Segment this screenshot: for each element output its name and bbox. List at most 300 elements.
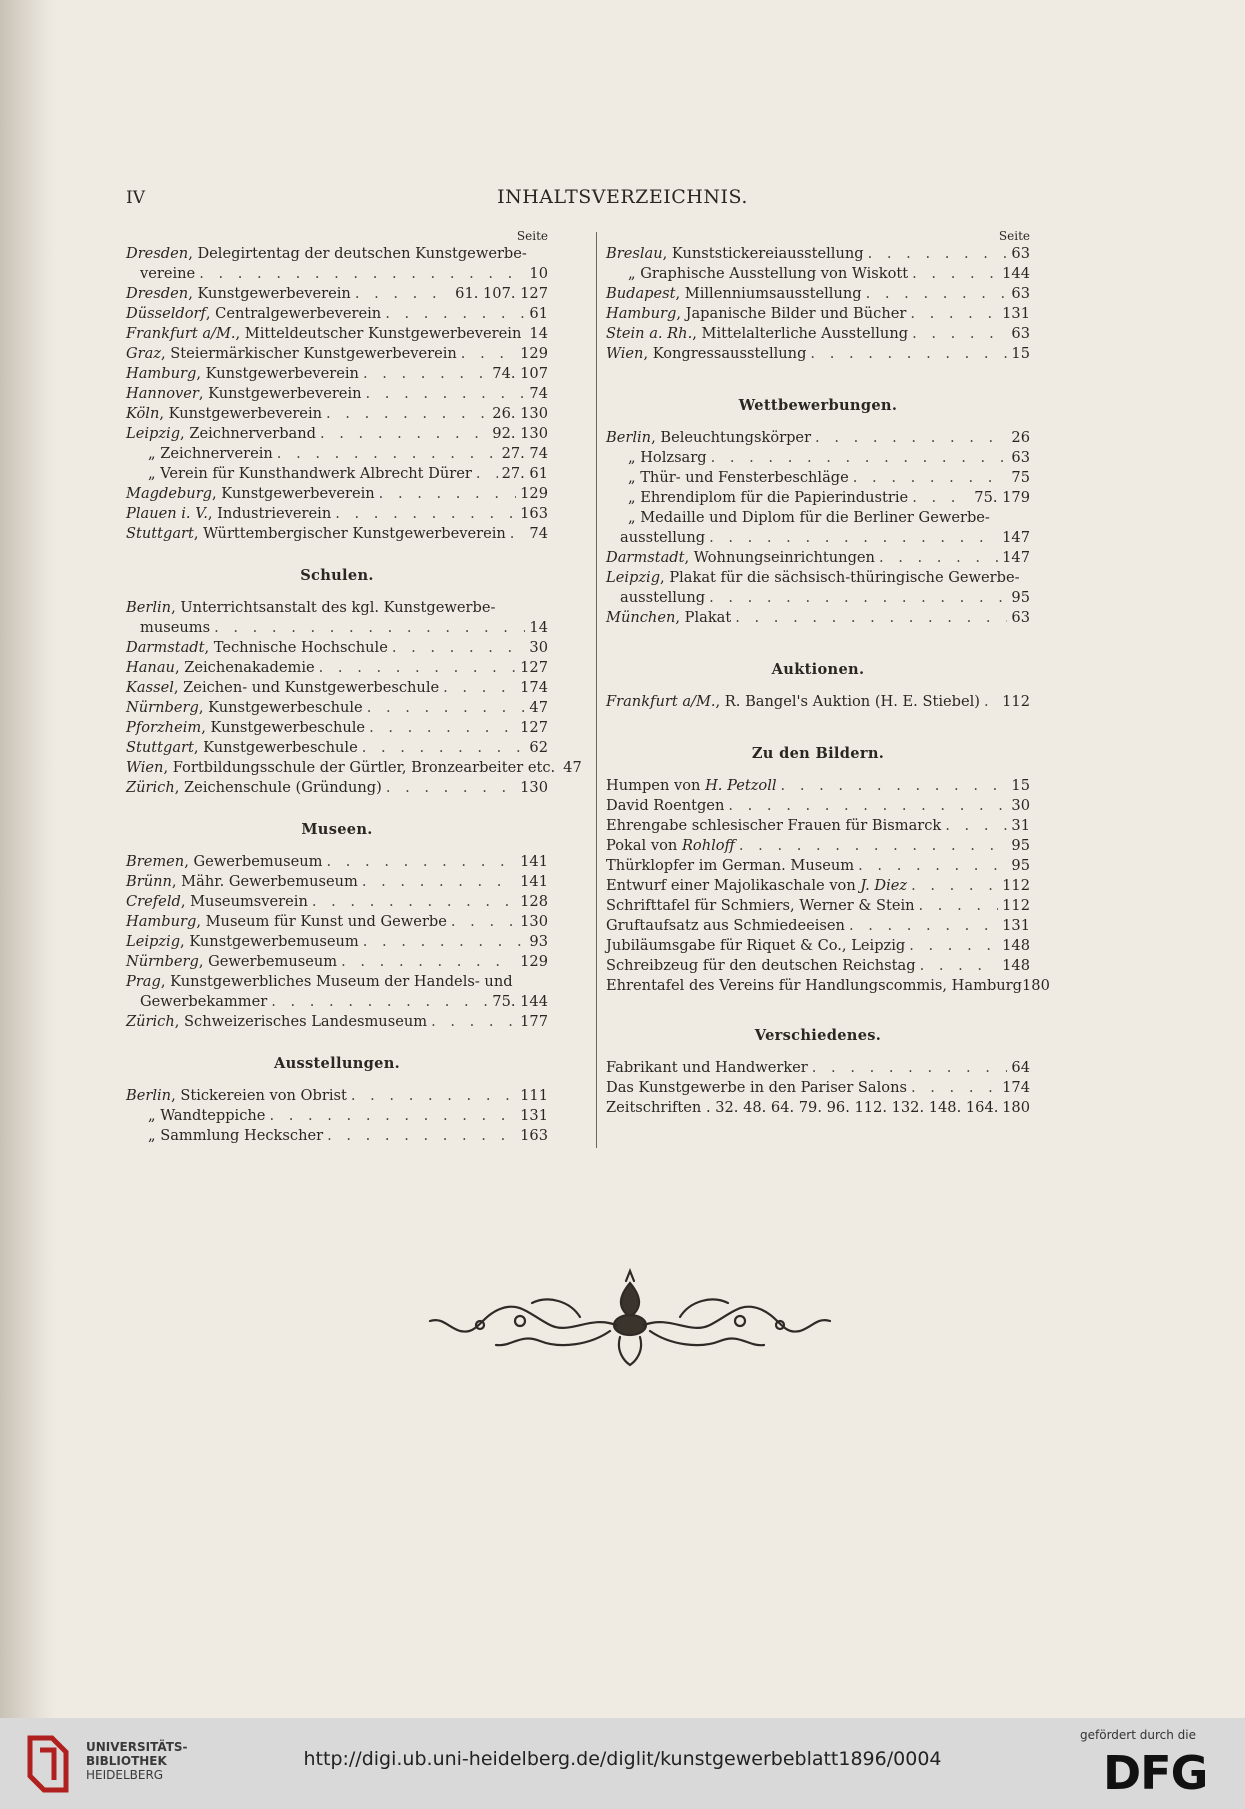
section-list	[606, 692, 1030, 712]
entry-text: Wien, Kongressausstellung	[606, 345, 807, 362]
toc-entry	[126, 384, 548, 404]
page-number: 174	[520, 679, 548, 696]
entry-text: Köln, Kunstgewerbeverein	[126, 405, 323, 422]
entry-text: Frankfurt a/M., R. Bangel's Auktion (H. E. Stiebel)	[606, 693, 980, 710]
place-name: Graz	[126, 345, 162, 362]
toc-line	[126, 464, 548, 484]
toc-entry	[126, 972, 548, 1012]
page-number: 163	[520, 1127, 548, 1144]
toc-entry	[606, 896, 1030, 916]
toc-line	[126, 324, 548, 344]
page-number: 141	[520, 853, 548, 870]
toc-line	[606, 936, 1030, 956]
entry-text: Graz, Steiermärkischer Kunstgewerbeverein	[126, 345, 457, 362]
right-intro-list	[606, 244, 1030, 364]
place-name: Hamburg	[126, 913, 197, 930]
entry-text: Humpen von H. Petzoll	[606, 777, 777, 794]
toc-entry	[126, 912, 548, 932]
toc-entry	[126, 424, 548, 444]
dot-leader	[362, 872, 516, 892]
toc-line	[126, 344, 548, 364]
page-number: 62	[529, 739, 548, 756]
place-name: Darmstadt	[126, 639, 205, 656]
place-name: Kassel	[126, 679, 174, 696]
place-name: Budapest	[606, 285, 676, 302]
section-schulen	[126, 566, 582, 798]
entry-text: Frankfurt a/M., Mitteldeutscher Kunstgewerbeverein	[126, 325, 522, 342]
page-number: 74	[529, 525, 548, 542]
toc-entry	[126, 284, 548, 304]
entry-text: München, Plakat	[606, 609, 732, 626]
place-name: Leipzig	[606, 569, 661, 586]
entry-text: „ Medaille und Diplom für die Berliner Gewerbe-	[628, 509, 990, 526]
toc-line	[606, 568, 1030, 588]
place-name: Dresden	[126, 285, 189, 302]
page-number: 27. 74	[501, 445, 548, 462]
entry-text: Darmstadt, Technische Hochschule	[126, 639, 388, 656]
toc-entry	[126, 932, 548, 952]
dot-leader	[327, 1126, 516, 1146]
toc-entry	[606, 448, 1030, 468]
seite-label: Seite	[998, 229, 1030, 243]
page-number: 31	[1011, 817, 1030, 834]
toc-line	[606, 284, 1030, 304]
place-name: Hanau	[126, 659, 175, 676]
toc-line	[126, 678, 548, 698]
toc-line	[126, 972, 548, 992]
entry-text: ausstellung	[620, 529, 706, 546]
page-number: 63	[1011, 245, 1030, 262]
place-name: Leipzig	[126, 933, 181, 950]
toc-entry	[606, 244, 1030, 264]
dot-leader	[461, 344, 516, 364]
place-name: Berlin	[606, 429, 652, 446]
dot-leader	[367, 698, 526, 718]
toc-line	[606, 896, 1030, 916]
page-number: 148	[1002, 937, 1030, 954]
place-name: Wien	[126, 759, 164, 776]
page-number: 64	[1011, 1059, 1030, 1076]
toc-entry	[126, 244, 548, 284]
toc-line	[606, 1058, 1030, 1078]
page-number: 63	[1011, 449, 1030, 466]
toc-entry	[126, 344, 548, 364]
page-number: 10	[529, 265, 548, 282]
artist-name: Rohloff	[681, 837, 735, 854]
page-number: 129	[520, 485, 548, 502]
toc-line	[126, 424, 548, 444]
dot-leader	[326, 404, 488, 424]
toc-entry	[126, 952, 548, 972]
dot-leader	[363, 932, 526, 952]
dot-leader	[341, 952, 516, 972]
toc-entry	[606, 796, 1030, 816]
page-number: 130	[520, 779, 548, 796]
toc-line	[606, 304, 1030, 324]
dot-leader	[735, 608, 1007, 628]
section-list	[606, 428, 1030, 628]
place-name: Köln	[126, 405, 160, 422]
dot-leader	[369, 718, 516, 738]
entry-text: vereine	[140, 265, 196, 282]
page-number: 129	[520, 345, 548, 362]
entry-text: Jubiläumsgabe für Riquet & Co., Leipzig	[606, 937, 906, 954]
entry-text: Brünn, Mähr. Gewerbemuseum	[126, 873, 358, 890]
toc-line	[126, 244, 548, 264]
page-number: 14	[529, 325, 548, 342]
seite-label: Seite	[516, 229, 548, 243]
page-number: 95	[1011, 857, 1030, 874]
toc-line	[126, 404, 548, 424]
entry-text: Schrifttafel für Schmiers, Werner & Stein	[606, 897, 915, 914]
section-title: Schulen.	[300, 567, 374, 584]
page-number: 26. 130	[492, 405, 548, 422]
page-number: 27. 61	[501, 465, 548, 482]
section-museen	[126, 820, 548, 1032]
toc-line	[126, 1086, 548, 1106]
toc-line	[126, 284, 548, 304]
page-number: 95	[1011, 589, 1030, 606]
dot-leader	[728, 796, 1007, 816]
page-number: 131	[520, 1107, 548, 1124]
toc-line	[606, 588, 1030, 608]
place-name: Zürich	[126, 779, 175, 796]
toc-entry	[606, 324, 1030, 344]
toc-line	[126, 504, 548, 524]
page-number: 131	[1002, 305, 1030, 322]
toc-line	[126, 1106, 548, 1126]
place-name: Leipzig	[126, 425, 181, 442]
place-name: Wien	[606, 345, 644, 362]
toc-entry	[126, 778, 548, 798]
page-number: 63	[1011, 285, 1030, 302]
page-number: 63	[1011, 325, 1030, 342]
entry-text: Hanau, Zeichenakademie	[126, 659, 315, 676]
entry-text: Berlin, Stickereien von Obrist	[126, 1087, 347, 1104]
place-name: Frankfurt a/M.	[126, 325, 236, 342]
toc-entry	[126, 444, 548, 464]
place-name: Hannover	[126, 385, 199, 402]
entry-text: „ Graphische Ausstellung von Wiskott	[628, 265, 909, 282]
toc-entry	[606, 1098, 1030, 1118]
dot-leader	[815, 428, 1007, 448]
section-list	[606, 1058, 1030, 1118]
page-number: 112	[1002, 897, 1030, 914]
toc-line	[126, 738, 548, 758]
entry-text: „ Ehrendiplom für die Papierindustrie	[628, 489, 909, 506]
toc-line	[606, 324, 1030, 344]
toc-line	[606, 816, 1030, 836]
dot-leader	[912, 264, 998, 284]
toc-entry	[126, 1106, 548, 1126]
page-number: 131	[1002, 917, 1030, 934]
library-name-line: UNIVERSITÄTS-	[86, 1740, 188, 1754]
entry-text: Nürnberg, Kunstgewerbeschule	[126, 699, 363, 716]
permalink-url[interactable]: http://digi.ub.uni-heidelberg.de/diglit/kunstgewerbeblatt1896/0004	[303, 1748, 942, 1770]
page-number: 147	[1002, 529, 1030, 546]
toc-entry	[126, 872, 548, 892]
place-name: Nürnberg	[126, 699, 199, 716]
baroque-vignette-ornament-icon	[420, 1265, 840, 1375]
toc-entry	[606, 856, 1030, 876]
dot-leader	[363, 364, 488, 384]
dot-leader	[739, 836, 1008, 856]
toc-entry	[126, 892, 548, 912]
entry-text: Darmstadt, Wohnungseinrichtungen	[606, 549, 875, 566]
page-number: 74. 107	[492, 365, 548, 382]
entry-text: Hamburg, Japanische Bilder und Bücher	[606, 305, 907, 322]
library-name-line: HEIDELBERG	[86, 1768, 164, 1782]
toc-entry	[126, 758, 582, 778]
entry-text: Thürklopfer im German. Museum	[606, 857, 855, 874]
toc-entry	[126, 718, 548, 738]
toc-line	[126, 658, 548, 678]
entry-text: Kassel, Zeichen- und Kunstgewerbeschule	[126, 679, 440, 696]
page-number: 180	[1022, 977, 1050, 994]
dot-leader	[510, 524, 526, 544]
section-list	[606, 776, 1050, 996]
page-number: 75. 179	[974, 489, 1030, 506]
dot-leader	[810, 344, 1007, 364]
section-ausstellungen	[126, 1054, 548, 1146]
place-name: Berlin	[126, 1087, 172, 1104]
place-name: Brünn	[126, 873, 172, 890]
entry-text: Plauen i. V., Industrieverein	[126, 505, 332, 522]
toc-line	[126, 992, 548, 1012]
place-name: Zürich	[126, 1013, 175, 1030]
toc-line	[606, 956, 1030, 976]
dot-leader	[443, 678, 516, 698]
right-column	[606, 228, 1050, 1118]
toc-line	[126, 892, 548, 912]
section-auktionen	[606, 660, 1030, 712]
entry-text: Stuttgart, Württembergischer Kunstgewerbeverein	[126, 525, 506, 542]
page-number: 92. 130	[492, 425, 548, 442]
page-number: 93	[529, 933, 548, 950]
entry-text: Nürnberg, Gewerbemuseum	[126, 953, 338, 970]
page-number: 174	[1002, 1079, 1030, 1096]
toc-line	[126, 778, 548, 798]
toc-entry	[126, 698, 548, 718]
entry-text: Ehrengabe schlesischer Frauen für Bismarck	[606, 817, 942, 834]
toc-line	[126, 524, 548, 544]
entry-text: Crefeld, Museumsverein	[126, 893, 308, 910]
entry-text: Wien, Fortbildungsschule der Gürtler, Bronzearbeiter etc.	[126, 759, 556, 776]
entry-text: Das Kunstgewerbe in den Pariser Salons	[606, 1079, 907, 1096]
entry-text: Entwurf einer Majolikaschale von J. Diez	[606, 877, 908, 894]
toc-entry	[606, 916, 1030, 936]
dot-leader	[920, 956, 999, 976]
page-number: 14	[529, 619, 548, 636]
page-number: 128	[520, 893, 548, 910]
dot-leader	[912, 488, 970, 508]
entry-text: Leipzig, Kunstgewerbemuseum	[126, 933, 359, 950]
page-number: 112	[1002, 877, 1030, 894]
dot-leader	[269, 1106, 516, 1126]
toc-line	[606, 976, 1050, 996]
toc-entry	[606, 568, 1030, 608]
toc-entry	[606, 1078, 1030, 1098]
dot-leader	[910, 304, 998, 324]
page-number: 61	[529, 305, 548, 322]
entry-text: Budapest, Millenniumsausstellung	[606, 285, 862, 302]
page-number: 177	[520, 1013, 548, 1030]
toc-entry	[606, 608, 1030, 628]
page-number: 144	[1002, 265, 1030, 282]
toc-line	[606, 876, 1030, 896]
section-title: Auktionen.	[771, 661, 865, 678]
place-name: Frankfurt a/M.	[606, 693, 716, 710]
dot-leader	[912, 324, 1007, 344]
toc-entry	[606, 488, 1030, 508]
section-list	[126, 598, 582, 798]
toc-entry	[606, 776, 1030, 796]
toc-line	[126, 484, 548, 504]
toc-line	[126, 852, 548, 872]
entry-text: Schreibzeug für den deutschen Reichstag	[606, 957, 916, 974]
toc-line	[606, 244, 1030, 264]
toc-line	[126, 952, 548, 972]
left-column	[126, 228, 582, 1146]
entry-text: museums	[140, 619, 211, 636]
dot-leader	[431, 1012, 516, 1032]
page-number: 127	[520, 659, 548, 676]
section-title: Ausstellungen.	[273, 1055, 401, 1072]
entry-text: Dresden, Kunstgewerbeverein	[126, 285, 351, 302]
entry-text: Berlin, Beleuchtungskörper	[606, 429, 812, 446]
dot-leader	[853, 468, 1008, 488]
entry-text: Gewerbekammer	[140, 993, 268, 1010]
dot-leader	[868, 244, 1008, 264]
toc-entry	[126, 364, 548, 384]
dot-leader	[849, 916, 998, 936]
entry-text: Berlin, Unterrichtsanstalt des kgl. Kunstgewerbe-	[126, 599, 496, 616]
toc-line	[126, 364, 548, 384]
entry-text: Ehrentafel des Vereins für Handlungscommis, Hamburg	[606, 977, 1022, 994]
page-number: 74	[529, 385, 548, 402]
section-title: Wettbewerbungen.	[738, 397, 898, 414]
toc-entry	[606, 508, 1030, 548]
toc-entry	[606, 976, 1050, 996]
toc-entry	[126, 1086, 548, 1106]
toc-entry	[126, 852, 548, 872]
toc-line	[126, 304, 548, 324]
toc-line	[606, 528, 1030, 548]
toc-line	[606, 776, 1030, 796]
toc-line	[606, 836, 1030, 856]
toc-entry	[126, 504, 548, 524]
entry-text: Zürich, Schweizerisches Landesmuseum	[126, 1013, 428, 1030]
dot-leader	[199, 264, 525, 284]
page-number: 26	[1011, 429, 1030, 446]
toc-entry	[606, 344, 1030, 364]
entry-text: ausstellung	[620, 589, 706, 606]
entry-text: „ Verein für Kunsthandwerk Albrecht Dürer	[148, 465, 472, 482]
dot-leader	[277, 444, 498, 464]
entry-text: Zeitschriften . 32. 48. 64. 79. 96. 112. 132. 148. 164.	[606, 1099, 999, 1116]
dot-leader	[319, 658, 517, 678]
dot-leader	[214, 618, 525, 638]
entry-text: Hannover, Kunstgewerbeverein	[126, 385, 362, 402]
entry-text: „ Sammlung Heckscher	[148, 1127, 324, 1144]
page-number: 129	[520, 953, 548, 970]
place-name: Stuttgart	[126, 525, 194, 542]
toc-line	[606, 428, 1030, 448]
dot-leader	[320, 424, 488, 444]
page-folio: IV	[126, 188, 145, 208]
dot-leader	[945, 816, 1007, 836]
toc-entry	[126, 1126, 548, 1146]
place-name: München	[606, 609, 676, 626]
dot-leader	[984, 692, 998, 712]
entry-text: Breslau, Kunststickereiausstellung	[606, 245, 864, 262]
page-number: 95	[1011, 837, 1030, 854]
page-number: 147	[1002, 549, 1030, 566]
place-name: Crefeld	[126, 893, 181, 910]
page-title: INHALTSVERZEICHNIS.	[497, 186, 748, 208]
toc-entry	[126, 678, 548, 698]
section-title: Verschiedenes.	[754, 1027, 882, 1044]
toc-line	[606, 796, 1030, 816]
toc-entry	[606, 428, 1030, 448]
place-name: Berlin	[126, 599, 172, 616]
entry-text: David Roentgen	[606, 797, 725, 814]
toc-line	[606, 264, 1030, 284]
entry-text: „ Holzsarg	[628, 449, 707, 466]
place-name: Bremen	[126, 853, 185, 870]
dot-leader	[866, 284, 1008, 304]
dot-leader	[879, 548, 998, 568]
dot-leader	[362, 738, 526, 758]
entry-text: Hamburg, Museum für Kunst und Gewerbe	[126, 913, 447, 930]
dot-leader	[781, 776, 1008, 796]
toc-line	[126, 264, 548, 284]
toc-line	[606, 488, 1030, 508]
dot-leader	[919, 896, 999, 916]
toc-line	[126, 718, 548, 738]
section-wettbewerbungen	[606, 396, 1030, 628]
toc-entry	[126, 324, 548, 344]
place-name: Stein a. Rh.	[606, 325, 693, 342]
toc-line	[126, 638, 548, 658]
section-list	[126, 852, 548, 1032]
entry-text: Pokal von Rohloff	[606, 837, 735, 854]
dot-leader	[911, 1078, 998, 1098]
entry-text: Prag, Kunstgewerbliches Museum der Handels- und	[126, 973, 513, 990]
page-number: 61. 107. 127	[455, 285, 548, 302]
dot-leader	[335, 504, 516, 524]
dot-leader	[326, 852, 516, 872]
toc-entry	[606, 468, 1030, 488]
entry-text: Hamburg, Kunstgewerbeverein	[126, 365, 359, 382]
place-name: Nürnberg	[126, 953, 199, 970]
dot-leader	[911, 876, 998, 896]
column-divider	[596, 232, 597, 1148]
page-number: 180	[1002, 1099, 1030, 1116]
dot-leader	[711, 448, 1008, 468]
funded-by-label: gefördert durch die	[1080, 1728, 1196, 1742]
toc-line	[126, 444, 548, 464]
place-name: Darmstadt	[606, 549, 685, 566]
toc-entry	[126, 1012, 548, 1032]
toc-line	[606, 608, 1030, 628]
toc-line	[126, 618, 548, 638]
toc-line	[126, 384, 548, 404]
toc-line	[606, 448, 1030, 468]
dot-leader	[392, 638, 526, 658]
toc-entry	[126, 404, 548, 424]
section-verschiedenes	[606, 1026, 1030, 1118]
